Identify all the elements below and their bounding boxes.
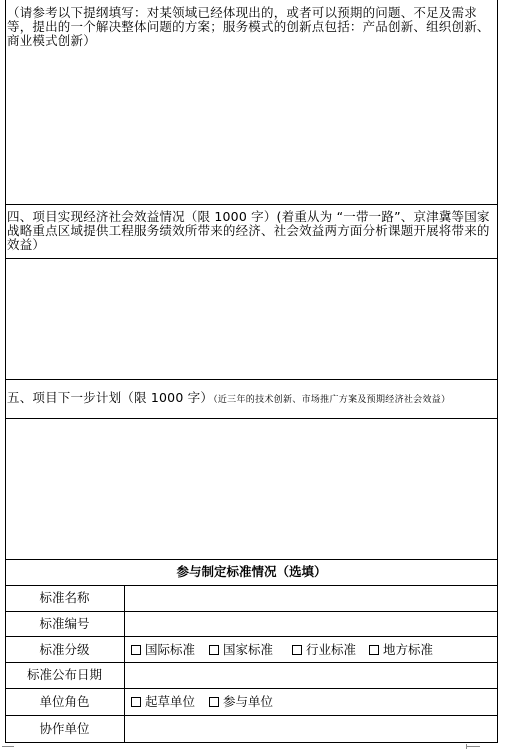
option-international[interactable]: [131, 643, 195, 657]
row-label-publish-date: 标准公布日期: [26, 667, 102, 682]
checkbox-icon[interactable]: [131, 645, 141, 655]
option-label: 起草单位: [145, 694, 196, 709]
table-left-border: [5, 0, 6, 743]
section5-note: （近三年的技术创新、市场推广方案及预期经济社会效益）: [213, 395, 451, 405]
divider-2: [5, 258, 498, 259]
standard-number-field[interactable]: [125, 612, 497, 636]
section5-title-row: [7, 391, 495, 407]
checkbox-icon[interactable]: [209, 697, 219, 707]
option-participating-unit[interactable]: [209, 695, 273, 709]
section5-title: 五、项目下一步计划（限 1000 字）: [7, 390, 214, 405]
table-right-border: [497, 0, 498, 743]
option-drafting-unit[interactable]: [131, 695, 195, 709]
row-label-standard-name: 标准名称: [39, 590, 90, 605]
row-label-standard-level: 标准分级: [39, 642, 90, 657]
option-label: 地方标准: [383, 642, 434, 657]
divider-4: [5, 418, 498, 419]
row-line-4: [5, 688, 498, 689]
checkbox-icon[interactable]: [369, 645, 379, 655]
corner-mark-left: [2, 746, 14, 747]
checkbox-icon[interactable]: [292, 645, 302, 655]
divider-5: [5, 559, 498, 560]
checkbox-icon[interactable]: [209, 645, 219, 655]
cooperating-unit-field[interactable]: [125, 716, 497, 742]
checkbox-icon[interactable]: [131, 697, 141, 707]
option-label: 国家标准: [223, 642, 274, 657]
option-label: 国际标准: [145, 642, 196, 657]
option-label: 参与单位: [223, 694, 274, 709]
row-line-2: [5, 636, 498, 637]
section4-title: 四、项目实现经济社会效益情况（限 1000 字）(着重从为 “一带一路”、京津冀等国家战略重点区域提供工程服务绩效所带来的经济、社会效益两方面分析课题开展将带来的效益）: [7, 209, 490, 252]
divider-3: [5, 379, 498, 380]
divider-1: [5, 204, 498, 205]
row-label-standard-number: 标准编号: [39, 616, 90, 631]
option-local[interactable]: [369, 643, 433, 657]
section3-guidance-text: （请参考以下提纲填写：对某领域已经体现出的，或者可以预期的问题、不足及需求等，提出的一个解决整体问题的方案；服务模式的创新点包括：产品创新、组织创新、商业模式创新）: [7, 5, 490, 48]
row-label-unit-role: 单位角色: [39, 694, 90, 709]
corner-mark-right: [466, 746, 480, 747]
row-label-cooperating-unit: 协作单位: [39, 721, 90, 736]
table-bottom-border: [5, 742, 498, 743]
option-industry[interactable]: [292, 643, 356, 657]
option-national[interactable]: [209, 643, 273, 657]
corner-mark-right-v: [466, 744, 467, 749]
option-label: 行业标准: [306, 642, 357, 657]
standard-name-field[interactable]: [125, 586, 497, 611]
standards-header: 参与制定标准情况（选填）: [176, 564, 327, 579]
publish-date-field[interactable]: [125, 663, 497, 688]
